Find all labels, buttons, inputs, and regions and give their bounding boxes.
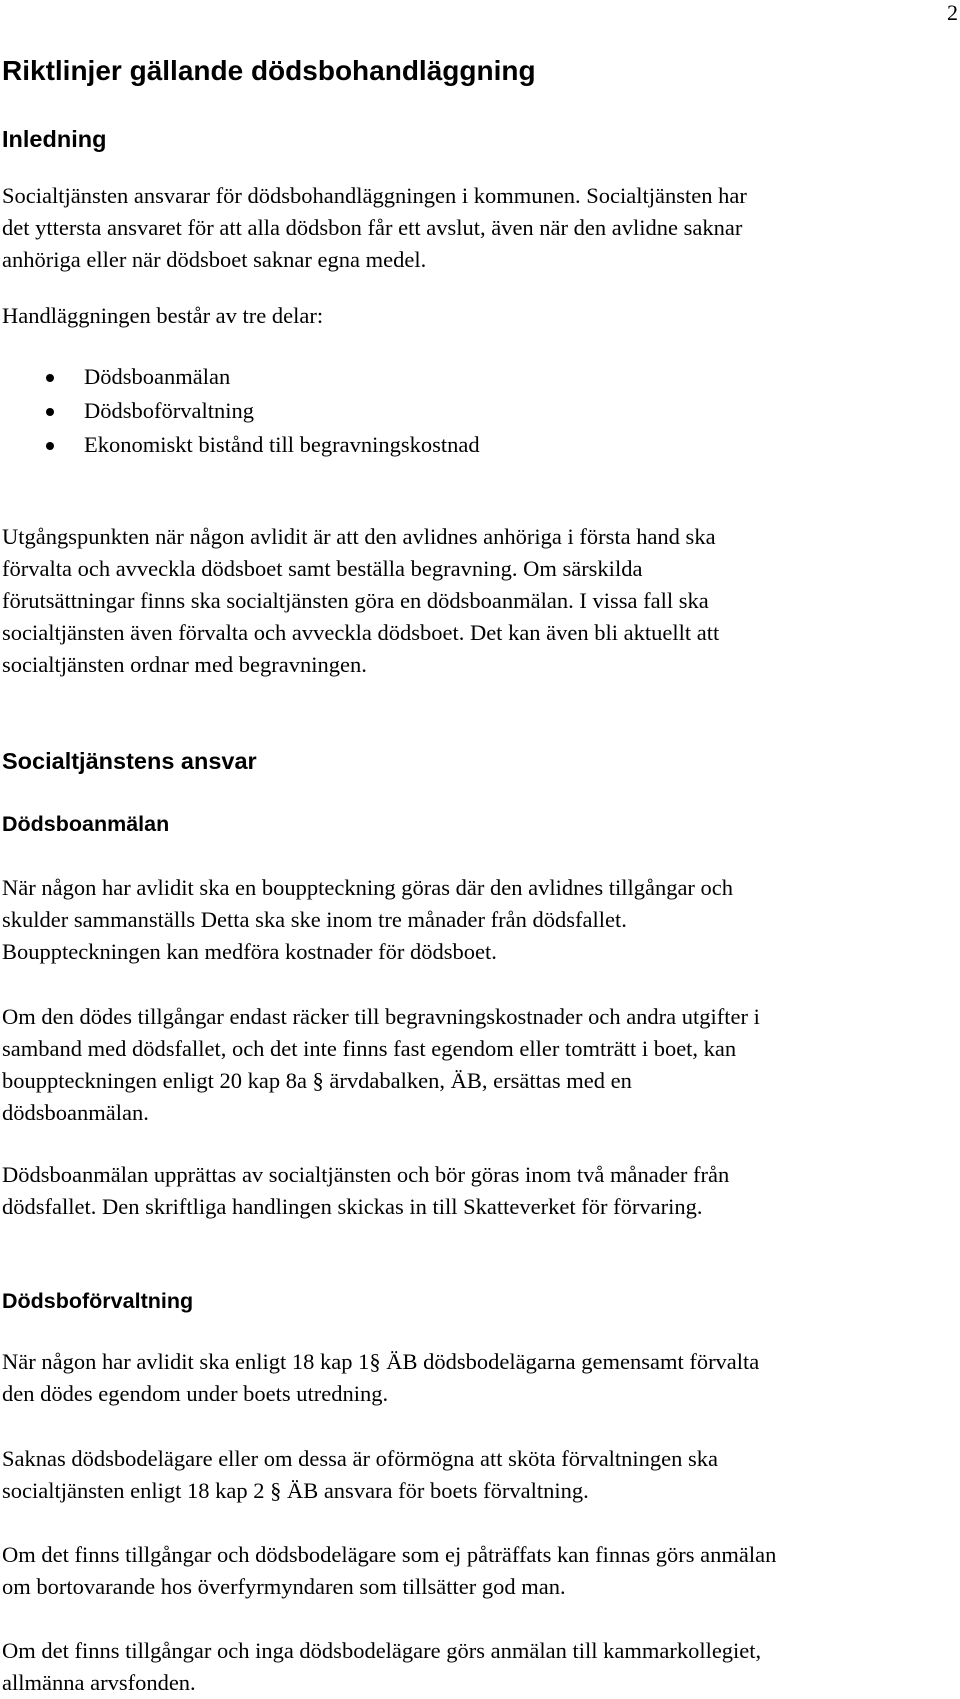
heading-dodsboforvaltning: Dödsboförvaltning	[2, 1289, 194, 1313]
text-line: dödsfallet. Den skriftliga handlingen skickas in till Skatteverket för förvaring.	[2, 1194, 703, 1219]
paragraph-saknas	[2, 1443, 718, 1507]
text-line: den dödes egendom under boets utredning.	[2, 1381, 389, 1406]
bullet-icon	[46, 442, 54, 450]
heading-inledning: Inledning	[2, 126, 107, 152]
text-line: skulder sammanställs Detta ska ske inom tre månader från dödsfallet.	[2, 907, 627, 932]
paragraph-arvsfonden	[2, 1635, 761, 1699]
bullet-icon	[46, 408, 54, 416]
text-line: Saknas dödsbodelägare eller om dessa är oförmögna att sköta förvaltningen ska	[2, 1446, 719, 1471]
text-line: socialtjänsten enligt 18 kap 2 § ÄB ansvara för boets förvaltning.	[2, 1478, 589, 1503]
text-line: När någon har avlidit ska en bouppteckning göras där den avlidnes tillgångar och	[2, 875, 734, 900]
list-item: Dödsboanmälan	[2, 361, 480, 395]
text-line: Om det finns tillgångar och inga dödsbodelägare görs anmälan till kammarkollegiet,	[2, 1638, 762, 1663]
paragraph-tillgangar	[2, 1001, 760, 1129]
text-line: Bouppteckningen kan medföra kostnader för dödsboet.	[2, 939, 497, 964]
text-line: anhöriga eller när dödsboet saknar egna medel.	[2, 247, 427, 272]
text-line: samband med dödsfallet, och det inte finns fast egendom eller tomträtt i boet, kan	[2, 1036, 737, 1061]
heading-dodsboanmalan: Dödsboanmälan	[2, 812, 170, 836]
paragraph-upprattas	[2, 1159, 729, 1223]
text-line: om bortovarande hos överfyrmyndaren som tillsätter god man.	[2, 1574, 566, 1599]
text-line: Utgångspunkten när någon avlidit är att den avlidnes anhöriga i första hand ska	[2, 524, 716, 549]
text-line: socialtjänsten även förvalta och avveckla dödsboet. Det kan även bli aktuellt att	[2, 620, 720, 645]
text-line: Handläggningen består av tre delar:	[2, 303, 324, 328]
paragraph-intro	[2, 180, 747, 276]
paragraph-utgangspunkt	[2, 521, 719, 681]
bullet-icon	[46, 374, 54, 382]
text-line: Om det finns tillgångar och dödsbodelägare som ej påträffats kan finnas görs anmälan	[2, 1542, 777, 1567]
list-item: Ekonomiskt bistånd till begravningskostnad	[2, 429, 480, 463]
document-title: Riktlinjer gällande dödsbohandläggning	[2, 55, 536, 86]
paragraph-bortovarande	[2, 1539, 776, 1603]
text-line: förutsättningar finns ska socialtjänsten göra en dödsboanmälan. I vissa fall ska	[2, 588, 709, 613]
text-line: dödsboanmälan.	[2, 1100, 149, 1125]
paragraph-bouppteckning	[2, 872, 733, 968]
heading-socialtjanstens-ansvar: Socialtjänstens ansvar	[2, 748, 257, 774]
text-line: När någon har avlidit ska enligt 18 kap 1§ ÄB dödsbodelägarna gemensamt förvalta	[2, 1349, 760, 1374]
text-line: Socialtjänsten ansvarar för dödsbohandläggningen i kommunen. Socialtjänsten har	[2, 183, 747, 208]
paragraph-delar	[2, 300, 323, 332]
text-line: bouppteckningen enligt 20 kap 8a § ärvdabalken, ÄB, ersättas med en	[2, 1068, 632, 1093]
text-line: socialtjänsten ordnar med begravningen.	[2, 652, 367, 677]
page-number: 2	[947, 0, 958, 25]
text-line: förvalta och avveckla dödsboet samt beställa begravning. Om särskilda	[2, 556, 643, 581]
paragraph-forvalta	[2, 1346, 759, 1410]
bullet-list	[2, 361, 480, 463]
text-line: Om den dödes tillgångar endast räcker till begravningskostnader och andra utgifter i	[2, 1004, 760, 1029]
text-line: allmänna arvsfonden.	[2, 1670, 196, 1695]
text-line: Dödsboanmälan upprättas av socialtjänsten och bör göras inom två månader från	[2, 1162, 730, 1187]
list-item: Dödsboförvaltning	[2, 395, 480, 429]
text-line: det yttersta ansvaret för att alla dödsbon får ett avslut, även när den avlidne saknar	[2, 215, 743, 240]
